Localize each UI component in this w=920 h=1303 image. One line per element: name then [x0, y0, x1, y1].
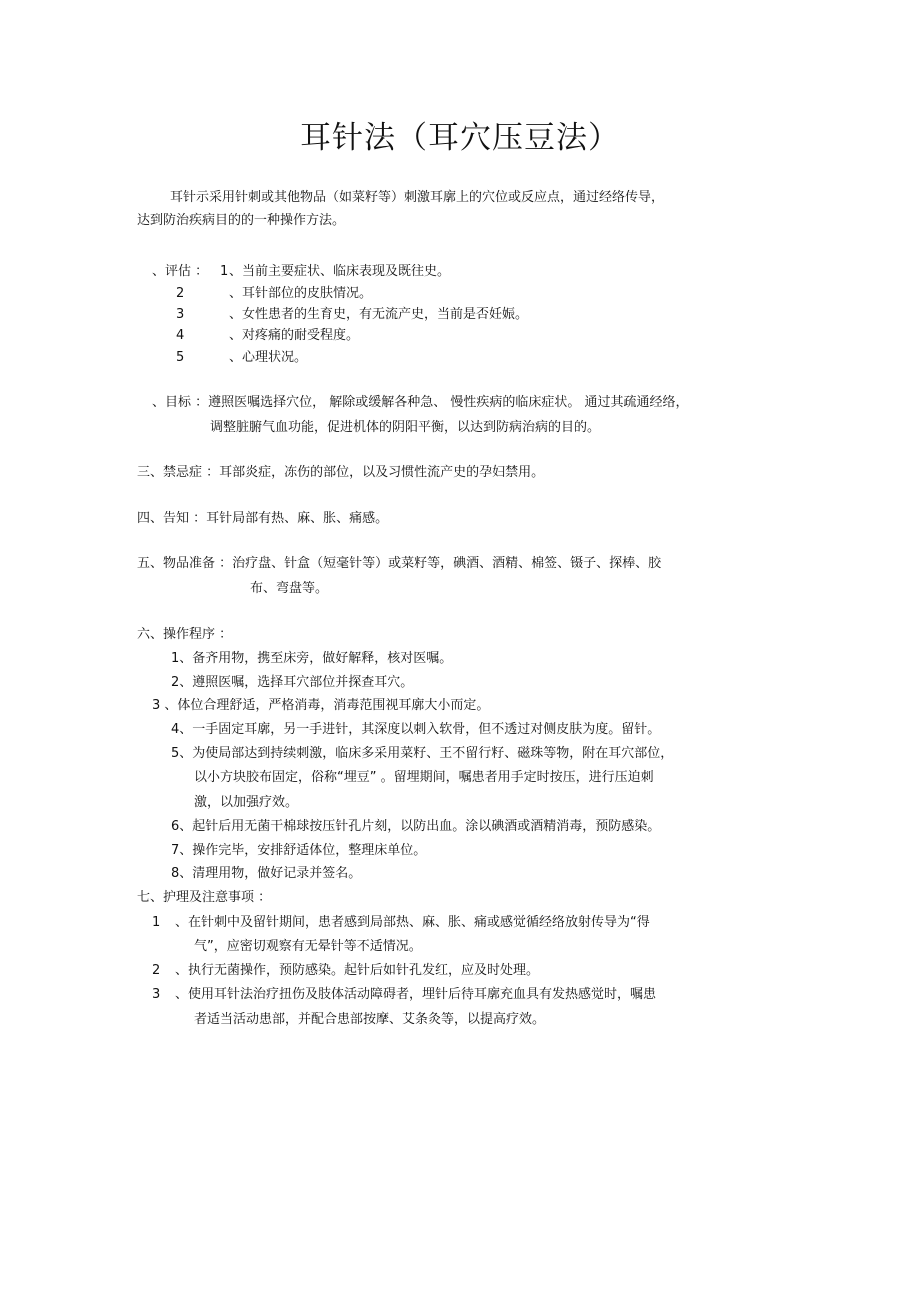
assess-item-3-num: 3 [176, 307, 185, 322]
note-1-line-1: 、在针刺中及留针期间，患者感到局部热、麻、胀、痛或感觉循经络放射传导为“得 [175, 915, 650, 930]
note-3-num: 3 [152, 987, 161, 1002]
note-3-line-1: 、使用耳针法治疗扭伤及肢体活动障碍者，埋针后待耳廓充血具有发热感觉时，嘱患 [175, 987, 657, 1002]
procedure-step: 5、为使局部达到持续刺激，临床多采用菜籽、王不留行籽、磁珠等物，附在耳穴部位， [171, 746, 674, 761]
notes-heading: 七、护理及注意事项 ： [137, 890, 272, 905]
procedure-step: 3 、体位合理舒适，严格消毒，消毒范围视耳廓大小而定。 [152, 698, 490, 713]
note-2-line-1: 、执行无菌操作，预防感染。起针后如针孔发红，应及时处理。 [175, 963, 540, 978]
supplies-line-2: 布、弯盘等。 [250, 581, 329, 596]
note-1-line-2: 气”，应密切观察有无晕针等不适情况。 [194, 939, 422, 954]
supplies-line-1: 五、物品准备 ：治疗盘、针盒（短毫针等）或菜籽等，碘酒、酒精、棉签、镊子、探棒、胶 [137, 556, 662, 571]
note-3-line-2: 者适当活动患部，并配合患部按摩、艾条灸等，以提高疗效。 [194, 1012, 546, 1027]
procedure-step: 8、清理用物，做好记录并签名。 [171, 866, 362, 881]
assess-item-5-text: 、心理状况。 [229, 350, 308, 365]
note-2-num: 2 [152, 963, 161, 978]
assess-label: 、评估 ： [152, 264, 209, 279]
assess-item-2-text: 、耳针部位的皮肤情况。 [229, 286, 373, 301]
page-title: 耳针法（耳穴压豆法） [300, 120, 620, 156]
assess-item-4-text: 、对疼痛的耐受程度。 [229, 328, 360, 343]
procedure-step: 7、操作完毕，安排舒适体位，整理床单位。 [171, 843, 427, 858]
assess-item-4-num: 4 [176, 328, 185, 343]
assess-item-1-num: 1 [220, 264, 229, 279]
assess-item-2-num: 2 [176, 286, 185, 301]
section-inform: 四、告知 ：耳针局部有热、麻、胀、痛感。 [137, 511, 389, 526]
assess-item-1-text: 、当前主要症状、临床表现及既往史。 [229, 264, 451, 279]
procedure-step-continued: 以小方块胶布固定，俗称“埋豆” 。留埋期间，嘱患者用手定时按压，进行压迫刺 [194, 770, 654, 785]
goal-line-2: 调整脏腑气血功能，促进机体的阴阳平衡，以达到防病治病的目的。 [210, 420, 601, 435]
procedure-step: 1、备齐用物，携至床旁，做好解释，核对医嘱。 [171, 651, 453, 666]
procedure-heading: 六、操作程序 ： [137, 627, 233, 642]
goal-line-1: 、目标 ：遵照医嘱选择穴位， 解除或缓解各种急、 慢性疾病的临床症状。 通过其疏通经络， [152, 395, 689, 410]
assess-item-3-text: 、女性患者的生育史，有无流产史，当前是否妊娠。 [229, 307, 529, 322]
procedure-step: 4、一手固定耳廓，另一手进针，其深度以刺入软骨，但不透过对侧皮肤为度。留针。 [171, 722, 661, 737]
procedure-step: 2、遵照医嘱，选择耳穴部位并探查耳穴。 [171, 675, 414, 690]
procedure-step: 6、起针后用无菌干棉球按压针孔片刻，以防出血。涂以碘酒或酒精消毒，预防感染。 [171, 819, 661, 834]
intro-line-2: 达到防治疾病目的的一种操作方法。 [137, 213, 346, 228]
assess-item-5-num: 5 [176, 350, 185, 365]
procedure-step-continued: 激，以加强疗效。 [194, 795, 299, 810]
intro-line-1: 耳针示采用针刺或其他物品（如菜籽等）刺激耳廓上的穴位或反应点，通过经络传导， [170, 190, 665, 205]
note-1-num: 1 [152, 915, 161, 930]
section-contraindication: 三、禁忌症 ：耳部炎症，冻伤的部位，以及习惯性流产史的孕妇禁用。 [137, 465, 545, 480]
